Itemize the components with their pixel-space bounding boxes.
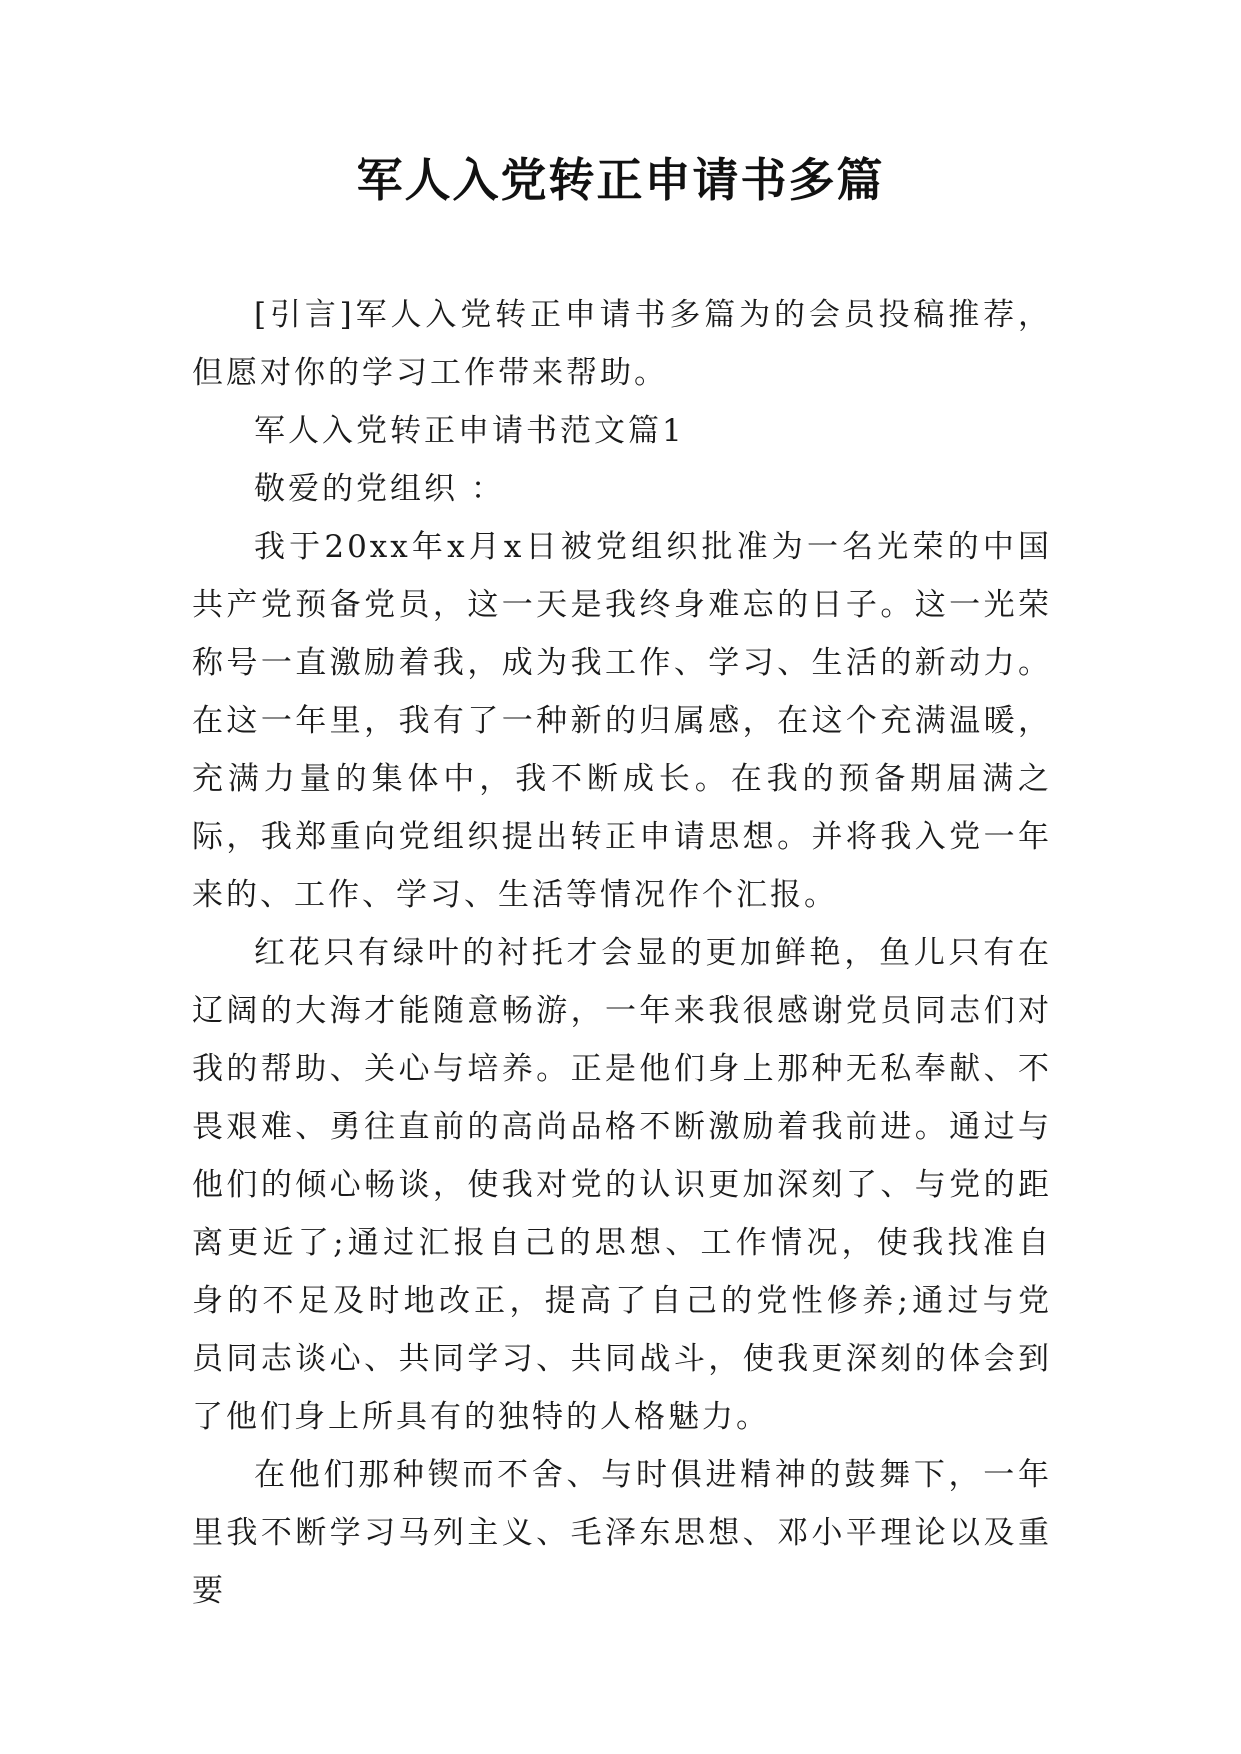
intro-paragraph: [引言]军人入党转正申请书多篇为的会员投稿推荐，但愿对你的学习工作带来帮助。 [192,297,1052,391]
salutation: 敬爱的党组织 ： [254,471,505,507]
body-paragraph: 在他们那种锲而不舍、与时俱进精神的鼓舞下，一年里我不断学习马列主义、毛泽东思想、邓小平理论以及重要 [192,1457,1052,1609]
document-body [192,286,1052,1620]
document-title: 军人入党转正申请书多篇 [356,153,885,207]
section-heading: 军人入党转正申请书范文篇1 [254,413,685,449]
body-paragraph: 我于20xx年x月x日被党组织批准为一名光荣的中国共产党预备党员，这一天是我终身难忘的日子。这一光荣称号一直激励着我，成为我工作、学习、生活的新动力。在这一年里，我有了一种新的归属感，在这个充满温暖，充满力量的集体中，我不断成长。在我的预备期届满之际，我郑重向党组织提出转正申请思想。并将我入党一年来的、工作、学习、生活等情况作个汇报。 [192,529,1052,913]
body-paragraph: 红花只有绿叶的衬托才会显的更加鲜艳，鱼儿只有在辽阔的大海才能随意畅游，一年来我很感谢党员同志们对我的帮助、关心与培养。正是他们身上那种无私奉献、不畏艰难、勇往直前的高尚品格不断激励着我前进。通过与他们的倾心畅谈，使我对党的认识更加深刻了、与党的距离更近了;通过汇报自己的思想、工作情况，使我找准自身的不足及时地改正，提高了自己的党性修养;通过与党员同志谈心、共同学习、共同战斗，使我更深刻的体会到了他们身上所具有的独特的人格魅力。 [192,935,1052,1435]
